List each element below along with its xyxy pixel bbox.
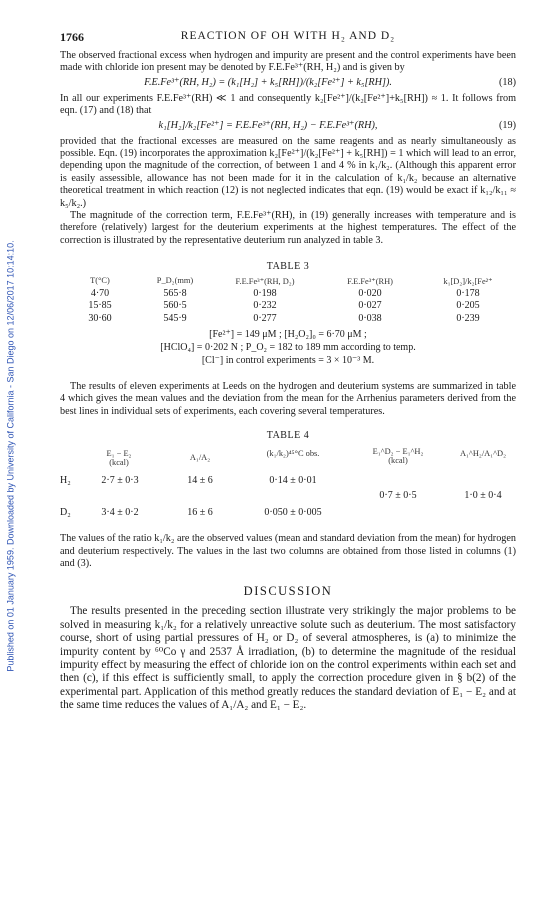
journal-page <box>60 30 516 713</box>
table-cell: 0·7 ± 0·5 <box>379 490 417 502</box>
page-header <box>60 30 516 46</box>
table-3-conditions <box>60 328 516 367</box>
table-cell: 0·232 <box>253 300 277 312</box>
header-text: E₁^D₂ − E₁^H₂ <box>372 447 424 457</box>
page-number: 1766 <box>60 30 84 44</box>
table-cell: 0·020 <box>358 288 382 300</box>
table-cell: 0·198 <box>253 288 277 300</box>
header-unit: (kcal) <box>388 456 408 466</box>
condition-line: [Cl⁻] in control experiments = 3 × 10⁻³ M. <box>201 354 375 366</box>
paragraph-1: The observed fractional excess when hydrogen and impurity are present and the control experiments have been made with chloride ion present may be denoted by F.E.Fe³⁺(RH, H₂) and is given by <box>60 50 516 74</box>
table-cell: 0·14 ± 0·01 <box>269 475 317 487</box>
equation-19-number: (19) <box>499 119 516 131</box>
equation-18-number: (18) <box>499 76 516 88</box>
table-3-header: T(°C) <box>90 276 110 286</box>
table-cell: 0·205 <box>456 300 480 312</box>
table-cell: 30·60 <box>88 312 112 324</box>
table-cell: 0·050 ± 0·005 <box>264 507 322 519</box>
discussion-heading: DISCUSSION <box>243 584 333 599</box>
row-label-h2: H₂ <box>60 475 71 487</box>
header-text: E₁ − E₂ <box>106 449 132 459</box>
table-cell: 0·239 <box>456 312 480 324</box>
condition-line: [Fe²⁺] = 149 μM ; [H₂O₂]₀ = 6·70 μM ; <box>209 328 367 340</box>
provenance-text: Published on 01 January 1959. Downloaded by University of California - San Diego on 12/06/2017 10:14:10. <box>6 240 17 672</box>
paragraph-4: The magnitude of the correction term, F.E.Fe³⁺(RH), in (19) generally increases with temperature and is therefore (relatively) largest for the deuterium experiments at the highest temperatures. The effect of the correction is illustrated by the representative deuterium run analyzed in table 3. <box>60 210 516 246</box>
table-cell: 15·85 <box>88 300 112 312</box>
paragraph-3: provided that the fractional excesses are measured on the same reagents and as nearly simultaneously as possible. Eqn. (19) incorporates the approximation k₂[Fe²⁺]/(k₂[Fe²⁺] + k₅[RH]) = 1 which will lead to an error, depending upon the magnitude of the correction, of between 1 and 4 % in k₁/k₂. (Although this apparent error is easily assessible, allowance has not been made for it in the calculation of k₁/k₂ because an alternative theoretical treatment in which reaction (12) is not neglected indicates that eqn. (19) would be exact if k₁₂/k₁₁ ≈ k₅/k₂.) <box>60 135 516 209</box>
paragraph-6: The values of the ratio k₁/k₂ are the observed values (mean and standard deviation from the mean) for hydrogen and deuterium respectively. The values in the last two columns are obtained from those listed in columns (1) and (3). <box>60 533 516 569</box>
table-4-header-ediff <box>358 447 438 465</box>
condition-line: [HClO₄] = 0·202 N ; P_O₂ = 182 to 189 mm according to temp. <box>160 341 416 353</box>
table-cell: 2·7 ± 0·3 <box>101 475 139 487</box>
table-cell: 16 ± 6 <box>187 507 213 519</box>
running-head: REACTION OF OH WITH H₂ AND D₂ <box>180 30 396 42</box>
table-3-header: F.E.Fe³⁺(RH) <box>347 277 393 287</box>
table-cell: 565·8 <box>163 288 187 300</box>
table-cell: 14 ± 6 <box>187 475 213 487</box>
table-3-header: k₁[D₂]/k₂[Fe²⁺ <box>443 277 493 287</box>
table-cell: 4·70 <box>90 288 110 300</box>
table-4-caption: TABLE 4 <box>266 430 310 442</box>
equation-18-body: F.E.Fe³⁺(RH, H₂) = (k₁[H₂] + k₅[RH])/(k₂[Fe²⁺] + k₅[RH]). <box>144 76 392 88</box>
table-4-header-aratio: A₁^H₂/A₁^D₂ <box>459 449 507 459</box>
row-label-d2: D₂ <box>60 507 71 519</box>
table-row <box>60 300 516 312</box>
provenance-watermark <box>0 0 22 912</box>
equation-18 <box>60 77 516 91</box>
table-3-caption: TABLE 3 <box>266 261 310 273</box>
table-row <box>60 288 516 300</box>
table-4 <box>60 445 516 527</box>
discussion-paragraph: The results presented in the preceding section illustrate very strikingly the major problems to be solved in measuring k₁/k₂ for a relatively unreactive solute such as deuterium. The most satisfactory course, short of using partial pressures of H₂ or D₂ of several atmospheres, is (a) to minimize the impurity content by ⁶⁰Co γ and 2537 Å irradiation, (b) to determine the magnitude of the residual impurity effect by measuring the effect of chloride ion on the control experiments within each set and then (c), if this effect is sufficiently small, to apply the correction procedure given in § b(2) of the experimental part. Application of this method greatly reduces the standard deviation of E₁ − E₂ and at the same time reduces the values of A₁/A₂ and E₁ − E₂. <box>60 605 516 712</box>
paragraph-5: The results of eleven experiments at Leeds on the hydrogen and deuterium systems are summarized in table 4 which gives the mean values and the deviation from the mean for the Arrhenius parameters derived from the best lines in individual sets of experiments, each covering several temperatures. <box>60 380 516 417</box>
paragraph-2: In all our experiments F.E.Fe³⁺(RH) ≪ 1 and consequently k₂[Fe²⁺]/(k₂[Fe²⁺]+k₅[RH]) ≈ 1. It follows from eqn. (17) and (18) that <box>60 92 516 117</box>
table-4-header-k: (k₁/k₂)⁴⁵°C obs. <box>266 449 320 459</box>
table-cell: 0·027 <box>358 300 382 312</box>
table-cell: 0·277 <box>253 312 277 324</box>
table-cell: 1·0 ± 0·4 <box>464 490 502 502</box>
table-row <box>60 313 516 325</box>
table-cell: 545·9 <box>163 312 187 324</box>
table-3-header: P_D₂(mm) <box>156 276 194 286</box>
table-cell: 560·5 <box>163 300 187 312</box>
table-3-header: F.E.Fe³⁺(RH, D₂) <box>235 277 295 287</box>
table-cell: 3·4 ± 0·2 <box>101 507 139 519</box>
table-cell: 0·178 <box>456 288 480 300</box>
header-unit: (kcal) <box>109 458 129 468</box>
table-cell: 0·038 <box>358 312 382 324</box>
equation-19 <box>60 120 516 134</box>
equation-19-body: k₁[H₂]/k₂[Fe²⁺] = F.E.Fe³⁺(RH, H₂) − F.E.Fe³⁺(RH), <box>158 119 378 131</box>
table-3-header-row <box>60 276 516 286</box>
table-4-header-a: A₁/A₂ <box>189 453 211 463</box>
table-4-header-e <box>84 449 154 467</box>
